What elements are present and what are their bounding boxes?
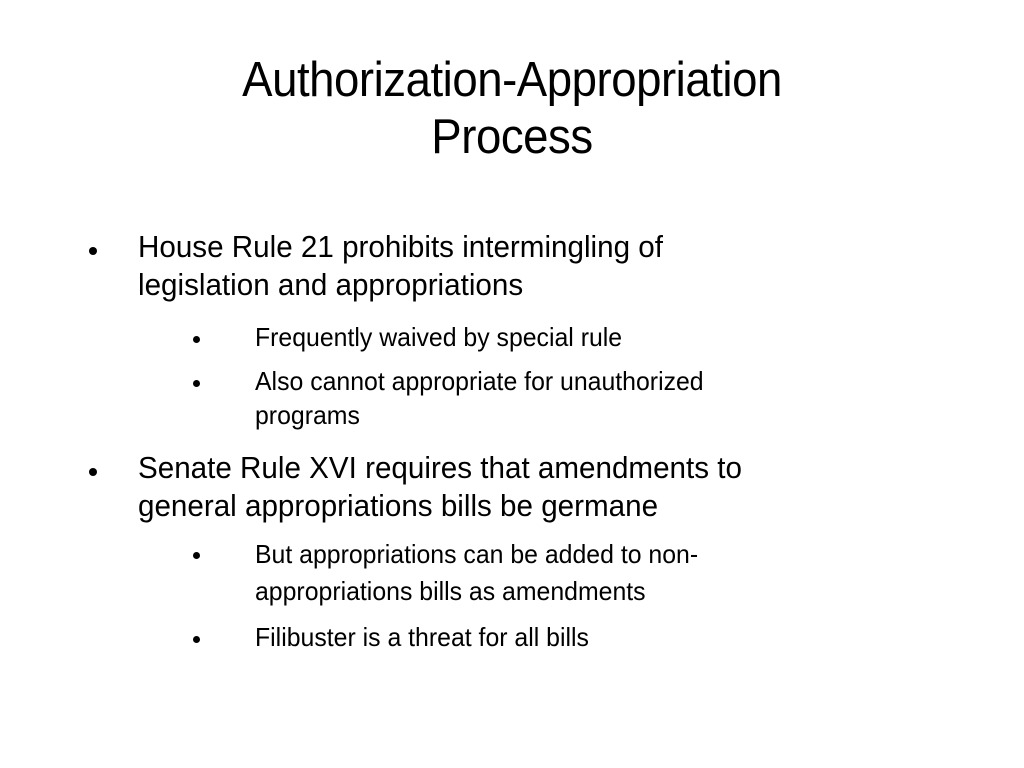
title-line: Authorization-Appropriation bbox=[242, 53, 782, 107]
bullet-icon bbox=[193, 636, 200, 643]
bullet-icon bbox=[89, 247, 97, 255]
bullet-text: Senate Rule XVI requires that amendments to bbox=[138, 450, 742, 485]
sub-bullet-text: appropriations bills as amendments bbox=[255, 576, 646, 606]
slide-title bbox=[0, 52, 1024, 166]
sub-bullet-text: programs bbox=[255, 400, 360, 430]
bullet-text: House Rule 21 prohibits intermingling of bbox=[138, 229, 663, 264]
sub-bullet-text: But appropriations can be added to non- bbox=[255, 539, 699, 569]
sub-bullet-text: Frequently waived by special rule bbox=[255, 322, 623, 352]
bullet-icon bbox=[193, 336, 200, 343]
sub-bullet-text: Filibuster is a threat for all bills bbox=[255, 622, 589, 652]
title-line: Process bbox=[431, 110, 593, 164]
sub-bullet-text: Also cannot appropriate for unauthorized bbox=[255, 366, 704, 396]
bullet-icon bbox=[193, 552, 200, 559]
bullet-icon bbox=[89, 468, 97, 476]
bullet-text: legislation and appropriations bbox=[138, 267, 524, 302]
bullet-icon bbox=[193, 380, 200, 387]
bullet-text: general appropriations bills be germane bbox=[138, 488, 659, 523]
